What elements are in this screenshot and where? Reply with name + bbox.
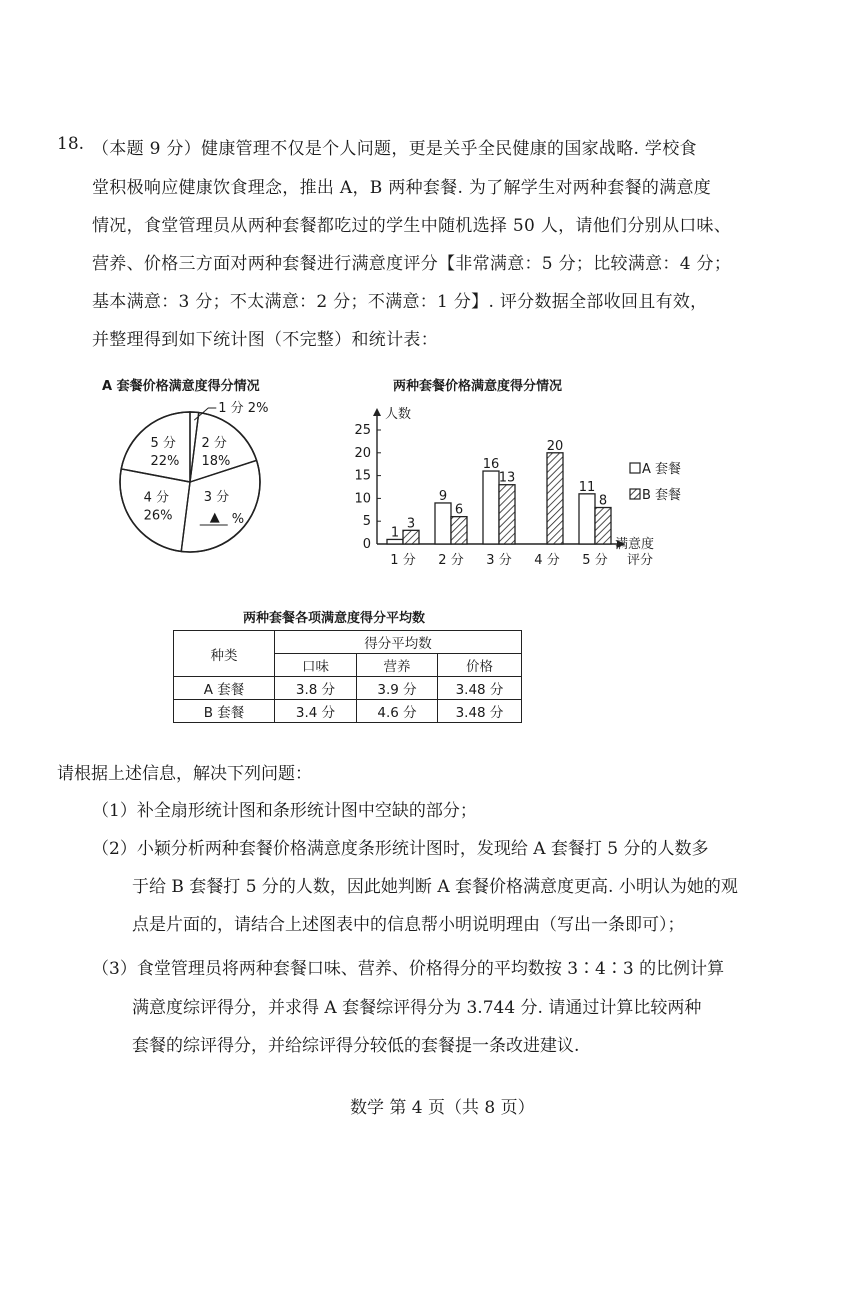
y-tick-label: 25: [354, 423, 371, 438]
bar-value-label: 20: [546, 438, 564, 454]
table-row-name: A 套餐: [174, 677, 275, 700]
table-row-name: B 套餐: [174, 700, 275, 723]
bar-b: [547, 453, 563, 544]
y-tick-label: 15: [354, 468, 371, 484]
y-axis-arrow: [373, 408, 381, 416]
pie-label-1: 1 分 2%: [218, 401, 269, 416]
bar-value-label: 1: [390, 525, 400, 541]
bar-marks: [387, 439, 611, 544]
legend-swatch: [630, 489, 640, 499]
bar-a: [579, 494, 595, 544]
pie-chart: [100, 370, 340, 565]
bar-b: [595, 508, 611, 544]
bar-value-label: 13: [498, 470, 516, 486]
y-tick-label: 0: [362, 537, 371, 552]
y-tick-label: 20: [354, 445, 371, 461]
bar-b: [451, 517, 467, 544]
y-tick-label: 5: [362, 514, 371, 530]
pie-label-5-percent: 22%: [150, 454, 180, 470]
x-tick-label: 2 分: [438, 553, 464, 568]
y-axis-label: 人数: [385, 407, 412, 422]
question-line-3: 情况，食堂管理员从两种套餐都吃过的学生中随机选择 50 人，请他们分别从口味、: [92, 216, 732, 236]
table-col-nutrition: 营养: [357, 654, 438, 677]
subquestion-2-line-1: （2）小颖分析两种套餐价格满意度条形统计图时，发现给 A 套餐打 5 分的人数多: [92, 839, 709, 859]
bar-value-label: 9: [438, 488, 448, 504]
pie-slices: [120, 412, 260, 552]
question-line-5: 基本满意：3 分；不太满意：2 分；不满意：1 分】. 评分数据全部收回且有效，: [92, 292, 708, 312]
table-cell: 3.8 分: [275, 677, 357, 700]
legend-label: A 套餐: [642, 462, 682, 477]
question-number: 18.: [57, 134, 85, 154]
pie-title: A 套餐价格满意度得分情况: [102, 379, 260, 394]
bar-a: [435, 503, 451, 544]
prompt-text: 请根据上述信息，解决下列问题：: [57, 764, 312, 784]
pie-label-3-name: 3 分: [203, 489, 230, 505]
question-line-4: 营养、价格三方面对两种套餐进行满意度评分【非常满意：5 分；比较满意：4 分；: [92, 254, 732, 274]
pie-label-4-percent: 26%: [143, 508, 173, 524]
table-col-price: 价格: [438, 654, 522, 677]
pie-label-3-suffix: %: [231, 511, 245, 527]
table-cell: 4.6 分: [357, 700, 438, 723]
x-tick-label: 5 分: [582, 553, 608, 568]
bar-chart-title: 两种套餐价格满意度得分情况: [393, 379, 563, 394]
subquestion-3-line-2: 满意度综评得分，并求得 A 套餐综评得分为 3.744 分. 请通过计算比较两种: [132, 998, 702, 1018]
stats-table: [173, 630, 522, 723]
table-row: [174, 700, 522, 723]
subquestion-3-line-1: （3）食堂管理员将两种套餐口味、营养、价格得分的平均数按 3∶4∶3 的比例计算: [92, 959, 725, 979]
question-line-1: （本题 9 分）健康管理不仅是个人问题，更是关乎全民健康的国家战略. 学校食: [92, 139, 697, 159]
subquestion-1: （1）补全扇形统计图和条形统计图中空缺的部分；: [92, 801, 477, 821]
table-title: 两种套餐各项满意度得分平均数: [243, 611, 426, 626]
x-axis-label-line-2: 评分: [627, 553, 654, 568]
pie-label-2-name: 2 分: [201, 436, 227, 452]
pie-label-3-triangle: ▲: [209, 509, 220, 525]
y-tick-label: 10: [354, 491, 371, 507]
table-col-taste: 口味: [275, 654, 357, 677]
bar-b: [403, 530, 419, 544]
bar-value-label: 11: [578, 479, 596, 495]
table-cell: 3.4 分: [275, 700, 357, 723]
bar-legend: [630, 461, 681, 503]
bar-b: [499, 485, 515, 544]
subquestion-2-line-3: 点是片面的，请结合上述图表中的信息帮小明说明理由（写出一条即可）；: [132, 915, 685, 935]
legend-label: B 套餐: [642, 488, 682, 503]
question-line-2: 堂积极响应健康饮食理念，推出 A，B 两种套餐. 为了解学生对两种套餐的满意度: [92, 178, 712, 198]
legend-swatch: [630, 463, 640, 473]
table-row: [174, 677, 522, 700]
question-line-6: 并整理得到如下统计图（不完整）和统计表：: [92, 330, 438, 350]
table-header-kind: 种类: [174, 631, 275, 677]
x-tick-label: 3 分: [486, 553, 512, 568]
subquestion-3-line-3: 套餐的综评得分，并给综评得分较低的套餐提一条改进建议.: [132, 1036, 580, 1056]
bar-value-label: 3: [406, 516, 416, 532]
subquestion-2-line-2: 于给 B 套餐打 5 分的人数，因此她判断 A 套餐价格满意度更高. 小明认为她的观: [132, 877, 738, 897]
table-cell: 3.48 分: [438, 677, 522, 700]
pie-label-4-name: 4 分: [143, 490, 170, 506]
table-cell: 3.48 分: [438, 700, 522, 723]
table-header-group: 得分平均数: [275, 631, 522, 654]
x-tick-label: 4 分: [534, 553, 560, 568]
bar-value-label: 6: [454, 502, 464, 518]
x-tick-label: 1 分: [390, 553, 416, 568]
pie-label-5-name: 5 分: [150, 436, 176, 452]
table-cell: 3.9 分: [357, 677, 438, 700]
page-footer: 数学 第 4 页（共 8 页）: [350, 1098, 535, 1118]
bar-value-label: 8: [598, 493, 608, 509]
pie-label-2-percent: 18%: [201, 454, 231, 470]
bar-chart: [345, 370, 695, 575]
bar-value-label: 16: [482, 457, 500, 473]
x-axis-label-line-1: 满意度: [615, 537, 655, 552]
bar-a: [483, 471, 499, 544]
